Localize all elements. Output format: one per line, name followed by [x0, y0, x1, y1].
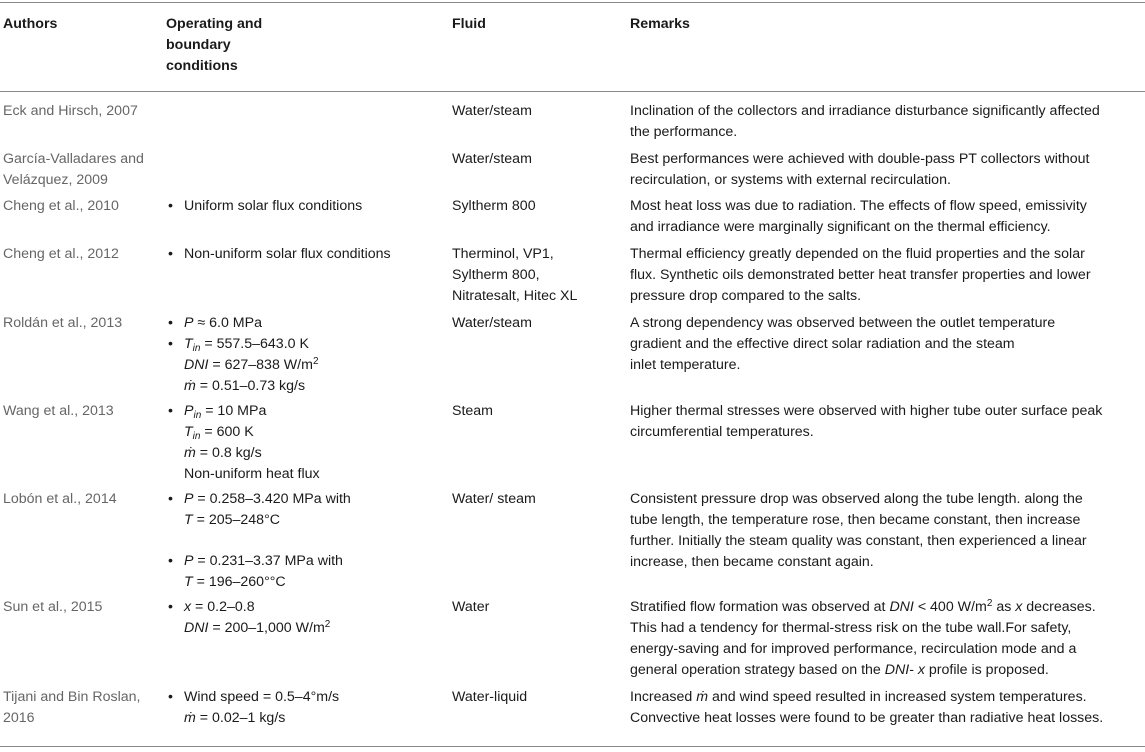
header-conditions: Operating and boundary conditions: [166, 16, 263, 74]
table-row: [0, 394, 1145, 482]
author-cell: Eck and Hirsch, 2007: [3, 103, 138, 119]
table-header-row: [0, 3, 1145, 92]
conditions-cell: • x = 0.2–0.8 DNI = 200–1,000 $W/m^2$: [166, 597, 441, 639]
author-cell: Wang et al., 2013: [3, 403, 114, 419]
author-cell: Roldán et al., 2013: [3, 315, 123, 331]
literature-table: [0, 2, 1145, 739]
fluid-cell: Water: [452, 599, 490, 615]
fluid-cell: Syltherm 800: [452, 198, 536, 214]
remarks-cell: Thermal efficiency greatly depended on the fluid properties and the solar flux. Synthetic oils demonstrated better heat transfer properties and lower pressure drop compared to the salts.: [630, 246, 1091, 304]
conditions-cell: • P ≈ 6.0 MPa • $T_{in} = 557.5-643.0$ K DNI = 627–838 $W/m^2$ ṁ = 0.51–0.73 kg/s: [166, 313, 441, 397]
author-cell: Tijani and Bin Roslan, 2016: [3, 689, 141, 726]
table-row: [0, 594, 1145, 685]
table-bottom-rule: [0, 746, 1145, 747]
fluid-cell: Water/steam: [452, 151, 532, 167]
header-authors: Authors: [3, 16, 58, 32]
conditions-cell: • Wind speed = 0.5–4°m/s ṁ = 0.02–1 kg/s: [166, 687, 441, 729]
fluid-cell: Steam: [452, 403, 494, 419]
author-cell: Cheng et al., 2012: [3, 246, 119, 262]
author-cell: Lobón et al., 2014: [3, 491, 117, 507]
remarks-cell: A strong dependency was observed between the outlet temperature gradient and the effective direct solar radiation and the steam inlet temperature.: [630, 315, 1056, 373]
remarks-cell: Most heat loss was due to radiation. The effects of flow speed, emissivity and irradiance were marginally significant on the thermal efficiency.: [630, 198, 1087, 235]
remarks-cell: Increased ṁ and wind speed resulted in increased system temperatures. Convective heat losses were found to be greater than radiative heat losses.: [630, 689, 1104, 726]
fluid-cell: Water/steam: [452, 315, 532, 331]
table-row: [0, 482, 1145, 594]
remarks-cell: Best performances were achieved with double-pass PT collectors without recirculation, or systems with external recirculation.: [630, 151, 1090, 188]
header-remarks: Remarks: [630, 16, 690, 32]
fluid-cell: Therminol, VP1, Syltherm 800, Nitratesalt, Hitec XL: [452, 246, 578, 304]
remarks-cell: Stratified flow formation was observed at DNI < 400 $W/m^2$ as x decreases. This had a tendency for thermal-stress risk on the tube wall.For safety, energy-saving and for improved performance, recirculation mode and a general operation strategy based on the DNI- x profile is proposed.: [630, 598, 1096, 678]
table-row: [0, 304, 1145, 394]
table-row: [0, 188, 1145, 236]
remarks-cell: Consistent pressure drop was observed along the tube length. along the tube length, the temperature rose, then became constant, then increase further. Initially the steam quality was constant, then experienced a linear increase, then became constant again.: [630, 491, 1087, 570]
table-row: [0, 236, 1145, 304]
conditions-cell: • Uniform solar flux conditions: [166, 196, 441, 217]
conditions-cell: • P = 0.258–3.420 MPa with T = 205–248°C • P = 0.231–3.37 MPa with T = 196–260°°C: [166, 489, 441, 593]
header-fluid: Fluid: [452, 16, 486, 32]
table-row: [0, 92, 1145, 140]
conditions-cell: • $P_{in} = 10$ MPa $T_{in} = 600$ K ṁ = 0.8 kg/s Non-uniform heat flux: [166, 401, 441, 485]
table-row: [0, 140, 1145, 188]
author-cell: García-Valladares and Velázquez, 2009: [3, 151, 144, 188]
table-row: [0, 685, 1145, 739]
author-cell: Sun et al., 2015: [3, 599, 103, 615]
fluid-cell: Water/steam: [452, 103, 532, 119]
fluid-cell: Water-liquid: [452, 689, 528, 705]
remarks-cell: Inclination of the collectors and irradiance disturbance significantly affected the performance.: [630, 103, 1100, 140]
author-cell: Cheng et al., 2010: [3, 198, 119, 214]
remarks-cell: Higher thermal stresses were observed with higher tube outer surface peak circumferential temperatures.: [630, 403, 1103, 440]
fluid-cell: Water/ steam: [452, 491, 536, 507]
conditions-cell: • Non-uniform solar flux conditions: [166, 244, 441, 265]
